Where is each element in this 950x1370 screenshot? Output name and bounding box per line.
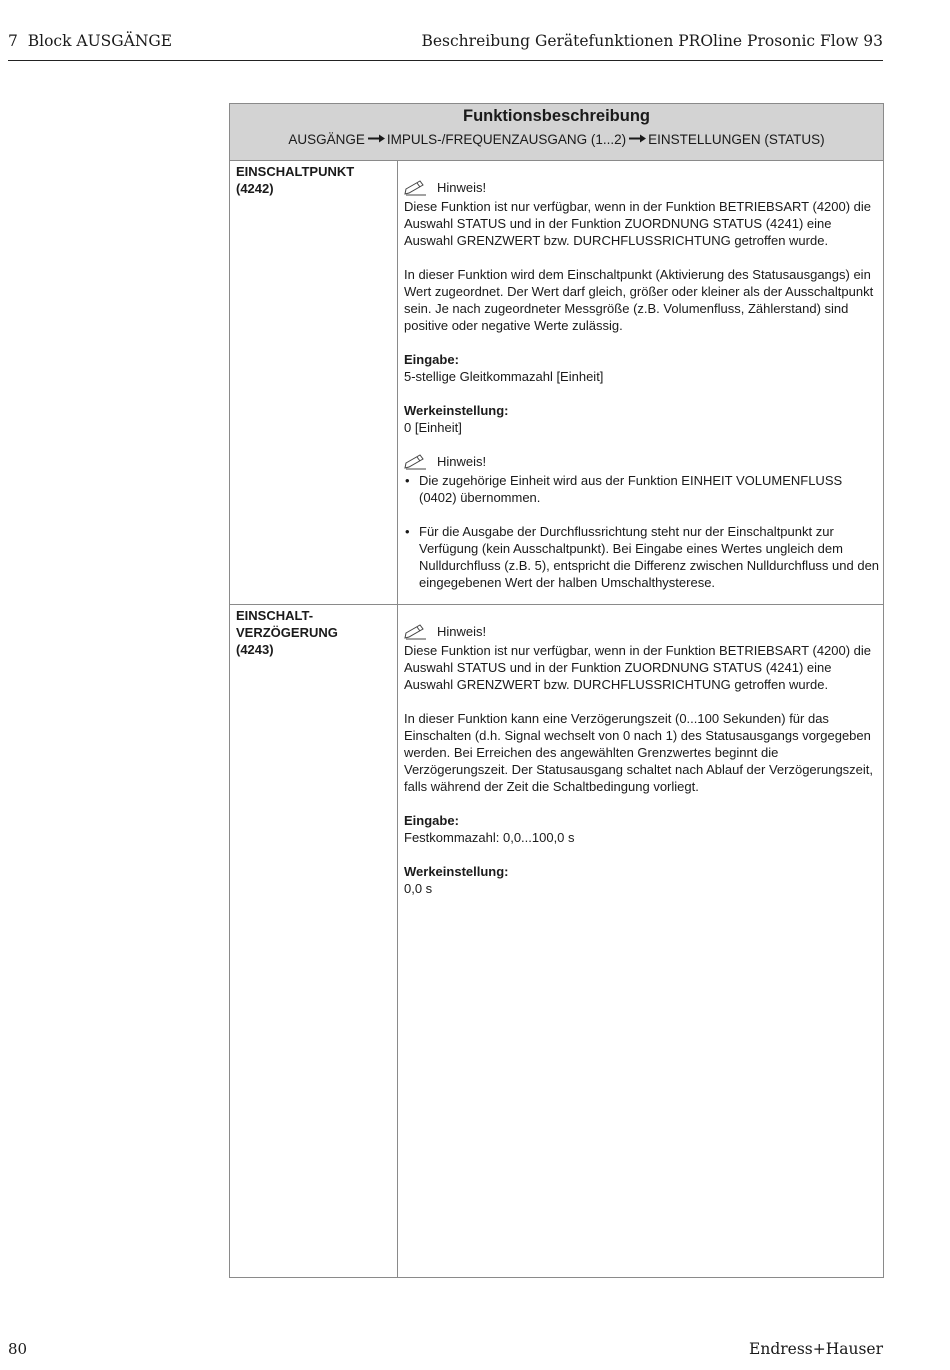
arrow-right-icon bbox=[368, 134, 385, 143]
note-header bbox=[404, 450, 882, 472]
table-header bbox=[230, 104, 883, 161]
pencil-note-icon bbox=[404, 178, 428, 196]
brand-logo-text: Endress+Hauser bbox=[749, 1340, 883, 1358]
description: In dieser Funktion kann eine Verzögerungszeit (0...100 Sekunden) für das Einschalten (d.h. Signal wechselt von 0 nach 1) des Statusausgangs vorgegeben werden. Bei Erreichen des angewählten Grenzwertes beginnt die Verzögerungszeit. Der Statusausgang schaltet nach Ablauf der Verzögerungszeit, falls während der Zeit die Schaltbedingung vorliegt. bbox=[404, 711, 874, 794]
pencil-note-icon bbox=[404, 452, 428, 470]
table-title: Funktionsbeschreibung bbox=[462, 107, 650, 125]
list-item: • Die zugehörige Einheit wird aus der Funktion EINHEIT VOLUMENFLUSS (0402) übernommen. bbox=[404, 472, 882, 506]
row-label-einschaltverzoegerung: EINSCHALT- VERZÖGERUNG (4243) bbox=[236, 608, 338, 657]
default-value: 0,0 s bbox=[404, 881, 433, 896]
pencil-note-icon bbox=[404, 622, 428, 640]
input-label: Eingabe: bbox=[404, 352, 459, 367]
note-title: Hinweis! bbox=[437, 179, 487, 195]
function-path bbox=[230, 132, 883, 147]
chapter-title: 7 Block AUSGÄNGE bbox=[8, 32, 173, 50]
list-item: • Für die Ausgabe der Durchflussrichtung steht nur der Einschaltpunkt zur Verfügung (kein Ausschaltpunkt). Bei Eingabe eines Wertes ungleich dem Nulldurchfluss (z.B. 5), entspricht die Differenz zwischen Nulldurchfluss und den eingegebenen Wert der halben Umschalthysterese. bbox=[404, 523, 882, 591]
document-title: Beschreibung Gerätefunktionen PROline Prosonic Flow 93 bbox=[421, 32, 883, 50]
description: In dieser Funktion wird dem Einschaltpunkt (Aktivierung des Statusausgangs) ein Wert zugeordnet. Der Wert darf gleich, größer oder kleiner als der Ausschaltpunkt sein. Je nach zugeordneter Messgröße (z.B. Volumenfluss, Zählerstand) sind positive oder negative Werte zulässig. bbox=[404, 267, 874, 333]
row-label-einschaltpunkt: EINSCHALTPUNKT (4242) bbox=[236, 164, 355, 196]
input-value: 5-stellige Gleitkommazahl [Einheit] bbox=[404, 369, 604, 384]
note-header bbox=[404, 176, 882, 198]
path-segment-2: IMPULS-/FREQUENZAUSGANG (1...2) bbox=[386, 132, 627, 147]
page-number: 80 bbox=[8, 1340, 28, 1358]
default-value: 0 [Einheit] bbox=[404, 420, 462, 435]
note-header bbox=[404, 620, 882, 642]
page-header bbox=[8, 30, 883, 61]
function-table bbox=[229, 103, 884, 1278]
note-title: Hinweis! bbox=[437, 453, 487, 469]
row-content-einschaltpunkt bbox=[404, 174, 882, 608]
path-segment-3: EINSTELLUNGEN (STATUS) bbox=[648, 132, 825, 147]
column-divider bbox=[397, 161, 398, 1277]
note-text: Diese Funktion ist nur verfügbar, wenn in der Funktion BETRIEBSART (4200) die Auswahl STATUS und in der Funktion ZUORDNUNG STATUS (4241) eine Auswahl GRENZWERT bzw. DURCHFLUSSRICHTUNG getroffen wurde. bbox=[404, 643, 872, 692]
arrow-right-icon bbox=[629, 134, 646, 143]
note-text: Diese Funktion ist nur verfügbar, wenn in der Funktion BETRIEBSART (4200) die Auswahl STATUS und in der Funktion ZUORDNUNG STATUS (4241) eine Auswahl GRENZWERT bzw. DURCHFLUSSRICHTUNG getroffen wurde. bbox=[404, 199, 872, 248]
input-label: Eingabe: bbox=[404, 813, 459, 828]
note-title: Hinweis! bbox=[437, 623, 487, 639]
default-label: Werkeinstellung: bbox=[404, 864, 509, 879]
row-content-einschaltverzoegerung bbox=[404, 618, 882, 897]
default-label: Werkeinstellung: bbox=[404, 403, 509, 418]
path-segment-1: AUSGÄNGE bbox=[288, 132, 365, 147]
input-value: Festkommazahl: 0,0...100,0 s bbox=[404, 830, 575, 845]
